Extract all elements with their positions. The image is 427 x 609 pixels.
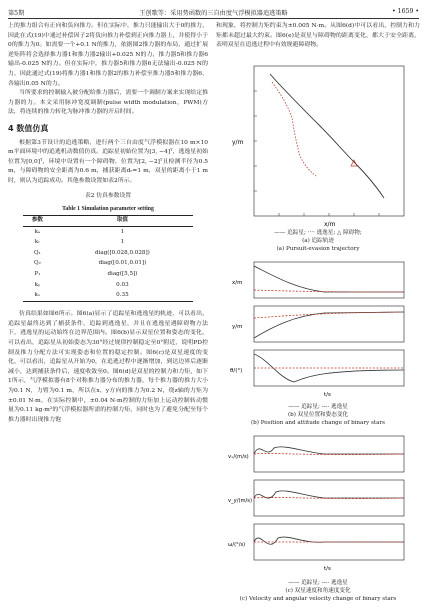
obstacle-marker — [351, 160, 357, 166]
velocity-plot — [224, 430, 414, 580]
issue-number: 第5期 — [8, 10, 25, 17]
x-axis-label: t/s — [324, 392, 331, 398]
table-cell: P₁ — [34, 270, 41, 277]
y-axis-label: y/m — [232, 139, 244, 146]
right-column — [216, 22, 420, 51]
table-cell: diag([0.028,0.028]) — [95, 249, 150, 256]
subplot-frame — [254, 306, 404, 342]
paragraph: 根据第3节设计的追逃策略，进行两个三自由度气浮模拟器在10 m×10 m平面环境中的追逃机动数值仿真。追踪星初始位置为[3, −4]ᵀ，逃逸星初始位置为[0,0]ᵀ，环境中设置有一个障碍物，位置为[2, −2]ᵀ且检测半径为0.5 m，与障碍物的安全距离为0.6 m，捕获距离dᵣ=1 m，双星的距离小于1 m时，则认为追踪成功。其他参数设置如表2所示。 — [8, 139, 208, 184]
figure-a-legend: —— 追踪星; ···· 逃逸星; △ 障碍物; — [274, 230, 362, 236]
axis-ticks — [254, 91, 379, 216]
pursuer-vy-curve — [254, 491, 404, 498]
table-title-en: Table 1 Simulation parameter setting — [62, 205, 154, 212]
x-axis-label: t/s — [324, 566, 331, 572]
paragraph: 仿真结果如图6所示。图6(a)显示了追踪星和逃逸星的轨迹，可以看出，追踪星最终达到了捕获条件，追踪到逃逸星，并且在逃逸星遇障碍物方法下，逃逸星的运动始终在边界范围内。图6(b)显示双星位置和姿态的变化，可以看出，追踪星从初始姿态为30°经过规律控制稳定至0°附近，说明PD控制及推力分配方法可实现姿态和位置的稳定控制。图6(c)是双星速度的变化，可以看出，追踪星从开始为0，在追逃过程中逐渐增加，到达边界后逐渐减小，达到捕获条件后，速度收敛至0。图6(d)是双星的控制力和力矩，如下1所示，气浮模拟器有8个对称推力器分布的推力器，每个推力器的推力大小为0.1 N，力臂为0.1 m，所以在x，y方向的推力为0.2 N，绕z轴的力矩为±0.01 N·m，在实际控制中，±0.04 N·m控制的力矩加上运动控制转动惯量为0.11 kg·m²的气浮模拟器所需的控制力矩，同时也为了避免分配至每个推力器时出现推力饱 — [8, 311, 208, 423]
parameter-table — [23, 215, 193, 303]
figure-b-legend: —— 追踪星; ---- 逃逸星 — [288, 404, 348, 410]
table-row — [23, 227, 193, 238]
table-row — [23, 248, 193, 259]
paragraph: 上的推力组合有正向和负向推力。但在实际中，推力只能输出大于0的推力，因此在式(19)中通过补偿因子2将负向推力补偿到正向推力器上，并使得小于0的推力为0。如需要一个+0.1 N的推力，依据图2推力器的布局，通过扩展逆矩阵将会选择推力器1和推力器2输出+0.025 N的力，推力器5和推力器6输出-0.025 N的力。但在实际中，推力器5和推力器6无法输出-0.025 N的力，因此通过式(19)将推力器1和推力器2的推力补偿至推力器5和推力器6，各输出0.05 N的力。 — [8, 23, 208, 87]
table-row — [23, 238, 193, 249]
subplot-y-label: vₓ/(m/s) — [228, 454, 249, 460]
page-number: • 1659 • — [392, 8, 419, 15]
figure-a-caption-en: (a) Pursuit-evasion trajectory — [276, 246, 360, 252]
table-cell: kₓ — [34, 292, 41, 299]
figure-b-caption: (b) 双星位置和姿态变化 — [287, 412, 349, 418]
table-header-cell: 取值 — [116, 217, 129, 223]
figure-b-caption-en: (b) Position and attitude change of binary stars — [251, 420, 385, 426]
pursuer-vx-curve — [254, 447, 404, 454]
plot-frame — [254, 66, 404, 216]
position-attitude-plot — [224, 256, 414, 406]
table-cell: Q₂ — [33, 260, 41, 267]
subplot-y-label: x/m — [232, 280, 243, 286]
paragraph: 和现象，将控制力矩约束为±0.005 N·m。从图6(d)中可以看出，控制力和力矩都未超过最大约束。图6(e)是双星与障碍物的距离变化，都大于安全距离，表明双星在追逃过程中有效规避障碍物。 — [216, 23, 420, 49]
subplot-y-label: v_y/(m/s) — [228, 498, 253, 504]
table-cell: 0.35 — [116, 292, 129, 299]
table-row — [23, 259, 193, 270]
subplot-y-label: ω/(°/s) — [228, 542, 246, 548]
running-title: 王创歌等：采用势函数的三自由度气浮模拟器追逃策略 — [139, 10, 288, 17]
trajectory-plot — [224, 60, 414, 228]
figure-c-caption: (c) 双星速度和角速度变化 — [285, 588, 351, 594]
section-heading: 4 数值仿真 — [8, 123, 49, 133]
table-cell: kᵣ — [34, 239, 41, 246]
subplot-y-label: θ/(°) — [230, 368, 243, 374]
paragraph: 当所要求的控制输入被分配给推力器后，需要一个调制方案来实现给定推力器的力。本文采用脉冲宽度调制(pulse width modulation，PWM)方法，将连续的推力转化为脉冲推力器的开启时间。 — [8, 90, 208, 116]
table-row — [23, 269, 193, 280]
pursuer-x-curve — [254, 266, 404, 292]
table-header-cell: 参数 — [31, 217, 44, 223]
pursuer-y-curve — [254, 312, 404, 338]
evader-x-curve — [254, 290, 404, 292]
table-cell: 1 — [120, 228, 125, 235]
table-cell: 0.03 — [116, 281, 129, 288]
table-cell: Q₁ — [33, 249, 41, 256]
running-header — [8, 6, 419, 19]
table-cell: diag([0.01,0.01]) — [98, 260, 147, 267]
x-axis-label: x/m — [324, 221, 336, 228]
table-row — [23, 280, 193, 291]
evader-trajectory — [272, 82, 316, 176]
left-column — [8, 22, 208, 425]
pursuer-trajectory — [270, 74, 384, 198]
figure-a-caption: (a) 追踪轨迹 — [302, 238, 334, 244]
figure-c-legend: —— 追踪星; ---- 逃逸星 — [288, 580, 348, 586]
table-cell: 1 — [120, 239, 125, 246]
table-cell: diag([5,5]) — [107, 270, 138, 277]
table-cell: kₚ — [34, 281, 41, 288]
subplot-y-label: y/m — [232, 324, 243, 330]
subplot-frame — [254, 262, 404, 298]
table-title: 表2 仿真参数设置 — [84, 192, 132, 199]
figure-c-caption-en: (c) Velocity and angular velocity change of binary stars — [239, 596, 397, 602]
pursuer-omega-curve — [254, 537, 404, 544]
table-header-row — [23, 215, 193, 227]
table-row — [23, 291, 193, 302]
table-cell: kₐ — [34, 228, 41, 235]
